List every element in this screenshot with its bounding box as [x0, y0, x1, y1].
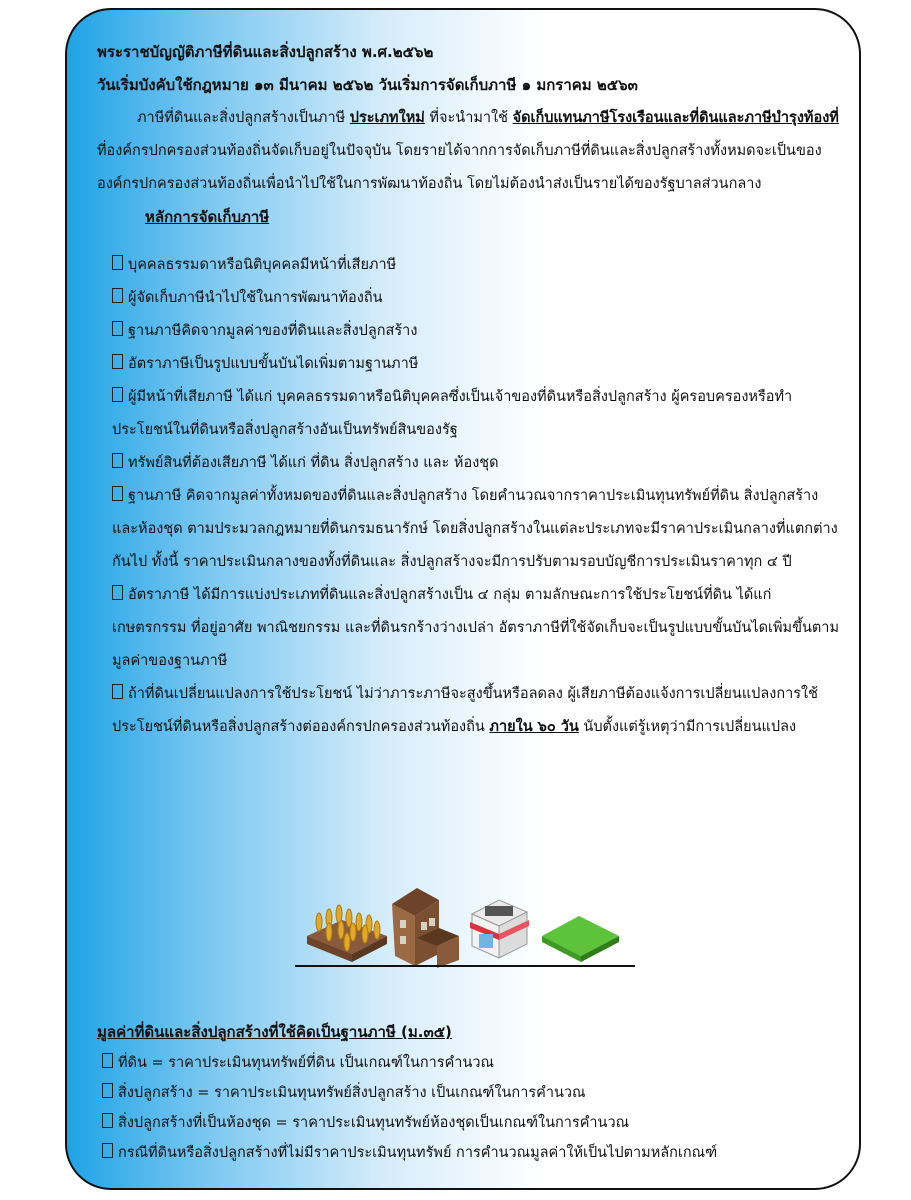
principle-text: บุคคลธรรมดาหรือนิติบุคคลมีหน้าที่เสียภาษี: [128, 257, 397, 273]
intro-emphasis-replacement: จัดเก็บแทนภาษีโรงเรือนและที่ดินและภาษีบำรุงท้องที่: [512, 110, 839, 126]
intro-text-2: ที่จะนำมาใช้: [424, 110, 513, 126]
principle-item: [97, 249, 839, 282]
detail-text: นับตั้งแต่รู้เหตุว่ามีการเปลี่ยนแปลง: [578, 719, 797, 735]
principles-heading: หลักการจัดเก็บภาษี: [145, 208, 270, 226]
document-title: พระราชบัญญัติภาษีที่ดินและสิ่งปลูกสร้าง พ.ศ.๒๕๖๒: [97, 43, 434, 61]
value-basis-item: [97, 1078, 839, 1108]
property-types-illustration: [67, 878, 861, 968]
value-basis-text: กรณีที่ดินหรือสิ่งปลูกสร้างที่ไม่มีราคาประเมินทุนทรัพย์ การคำนวณมูลค่าให้เป็นไปตามหลักเกณฑ์: [118, 1145, 718, 1161]
house-icon: [392, 888, 459, 968]
principle-item: [97, 348, 839, 381]
checkbox-icon: [112, 255, 123, 270]
intro-text-3: ที่องค์กรปกครองส่วนท้องถิ่นจัดเก็บอยู่ในปัจจุบัน โดยรายได้จากการจัดเก็บภาษีที่ดินและสิ่งปลูกสร้างทั้งหมดจะเป็นขององค์กรปกครองส่วนท้องถิ่นเพื่อนำไปใช้ในการพัฒนาท้องถิ่น โดยไม่ต้องนำส่งเป็นรายได้ของรัฐบาลส่วนกลาง: [97, 143, 822, 192]
intro-text-1: ภาษีที่ดินและสิ่งปลูกสร้างเป็นภาษี: [137, 110, 350, 126]
detail-text: ฐานภาษี คิดจากมูลค่าทั้งหมดของที่ดินและสิ่งปลูกสร้าง โดยคำนวณจากราคาประเมินทุนทรัพย์ที่ดิน สิ่งปลูกสร้าง และห้องชุด ตามประมวลกฎหมายที่ดินกรมธนารักษ์ โดยสิ่งปลูกสร้างในแต่ละประเภทจะมีราคาประเมินกลางที่แตกต่างกันไป ทั้งนี้ ราคาประเมินกลางของทั้งที่ดินและ สิ่งปลูกสร้างจะมีการปรับตามรอบบัญชีการประเมินราคาทุก ๔ ปี: [112, 488, 838, 570]
intro-emphasis-new-type: ประเภทใหม่: [349, 110, 425, 126]
principle-item: [97, 315, 839, 348]
checkbox-icon: [112, 585, 123, 600]
detail-taxable-property: [97, 447, 839, 480]
checkbox-icon: [112, 288, 123, 303]
deadline-emphasis: ภายใน ๖๐ วัน: [489, 719, 579, 735]
principle-text: ผู้จัดเก็บภาษีนำไปใช้ในการพัฒนาท้องถิ่น: [128, 290, 383, 306]
value-basis-text: สิ่งปลูกสร้างที่เป็นห้องชุด = ราคาประเมินทุนทรัพย์ห้องชุดเป็นเกณฑ์ในการคำนวณ: [118, 1115, 630, 1131]
detail-text: ถ้าที่ดินเปลี่ยนแปลงการใช้ประโยชน์ ไม่ว่าภาระภาษีจะสูงขึ้นหรือลดลง ผู้เสียภาษีต้องแจ้งการเปลี่ยนแปลงการใช้ประโยชน์ที่ดินหรือสิ่งปลูกสร้างต่อองค์กรปกครองส่วนท้องถิ่น: [112, 686, 818, 735]
checkbox-icon: [112, 387, 123, 402]
checkbox-icon: [112, 354, 123, 369]
checkbox-icon: [112, 321, 123, 336]
value-basis-item: [97, 1108, 839, 1138]
value-basis-section: [97, 1016, 839, 1168]
detail-tax-rate: [97, 579, 839, 678]
detail-text: ผู้มีหน้าที่เสียภาษี ได้แก่ บุคคลธรรมดาหรือนิติบุคคลซึ่งเป็นเจ้าของที่ดินหรือสิ่งปลูกสร้าง ผู้ครอบครองหรือทำประโยชน์ในที่ดินหรือสิ่งปลูกสร้างอันเป็นทรัพย์สินของรัฐ: [112, 389, 793, 438]
document-content: [97, 36, 839, 744]
principle-text: ฐานภาษีคิดจากมูลค่าของที่ดินและสิ่งปลูกสร้าง: [128, 323, 418, 339]
detail-text: อัตราภาษี ได้มีการแบ่งประเภทที่ดินและสิ่งปลูกสร้างเป็น ๔ กลุ่ม ตามลักษณะการใช้ประโยชน์ที่ดิน ได้แก่ เกษตรกรรม ที่อยู่อาศัย พาณิชยกรรม และที่ดินรกร้างว่างเปล่า อัตราภาษีที่ใช้จัดเก็บจะเป็นรูปแบบขั้นบันไดเพิ่มขึ้นตามมูลค่าของฐานภาษี: [112, 587, 840, 669]
empty-land-icon: [542, 916, 619, 962]
value-basis-heading: มูลค่าที่ดินและสิ่งปลูกสร้างที่ใช้คิดเป็นฐานภาษี (ม.๓๕): [97, 1023, 452, 1041]
effective-dates: วันเริ่มบังคับใช้กฎหมาย ๑๓ มีนาคม ๒๕๖๒ วันเริ่มการจัดเก็บภาษี ๑ มกราคม ๒๕๖๓: [97, 76, 638, 94]
detail-tax-base: [97, 480, 839, 579]
checkbox-icon: [102, 1143, 113, 1158]
detail-taxpayer: [97, 381, 839, 447]
checkbox-icon: [102, 1083, 113, 1098]
detail-text: ทรัพย์สินที่ต้องเสียภาษี ได้แก่ ที่ดิน สิ่งปลูกสร้าง และ ห้องชุด: [128, 455, 499, 471]
value-basis-item: [97, 1138, 839, 1168]
principle-item: [97, 282, 839, 315]
value-basis-text: สิ่งปลูกสร้าง = ราคาประเมินทุนทรัพย์สิ่งปลูกสร้าง เป็นเกณฑ์ในการคำนวณ: [118, 1085, 586, 1101]
principle-text: อัตราภาษีเป็นรูปแบบขั้นบันไดเพิ่มตามฐานภาษี: [128, 356, 419, 372]
shop-icon: [470, 900, 529, 958]
document-card: [65, 8, 861, 1190]
checkbox-icon: [112, 453, 123, 468]
checkbox-icon: [102, 1113, 113, 1128]
value-basis-item: [97, 1048, 839, 1078]
divider-line: [295, 965, 635, 967]
checkbox-icon: [102, 1053, 113, 1068]
value-basis-text: ที่ดิน = ราคาประเมินทุนทรัพย์ที่ดิน เป็นเกณฑ์ในการคำนวณ: [118, 1055, 494, 1071]
wheat-field-icon: [307, 905, 387, 962]
detail-change-of-use: [97, 678, 839, 744]
checkbox-icon: [112, 684, 123, 699]
intro-paragraph: [97, 102, 839, 201]
checkbox-icon: [112, 486, 123, 501]
